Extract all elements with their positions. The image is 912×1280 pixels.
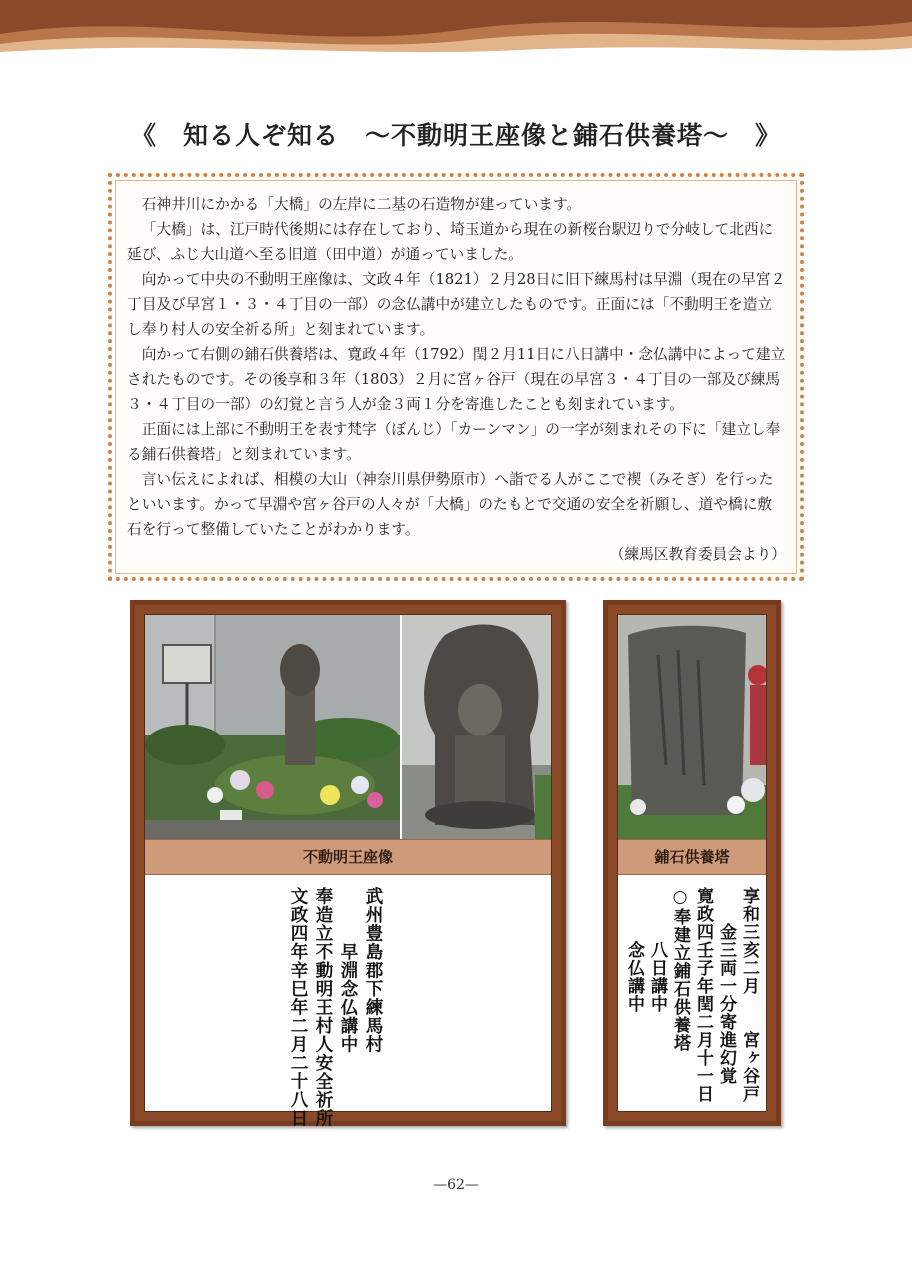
source-credit: （練馬区教育委員会より） [609,546,786,563]
hoseki-kuyoto-photos [618,615,766,839]
hoseki-kuyoto-panel-inner [617,614,767,1112]
paragraph: 向かって右側の鋪石供養塔は、寛政４年（1792）閏２月11日に八日講中・念仏講中によって建立されたものです。その後享和３年（1803）２月に宮ヶ谷戸（現在の早宮３・４丁目の一部及び練馬３・４丁目の一部）の幻覚と言う人が金３両１分を寄進したことも刻まれています。 [127,346,786,413]
hoseki-kuyoto-inscription: 享和三亥二月 宮ヶ谷戸 金三両一分寄進幻覚 寛政四壬子年閏二月十一日 ○奉建立鋪石供養塔 八日講中 念仏講中 [624,887,759,1103]
paragraph: 言い伝えによれば、相模の大山（神奈川県伊勢原市）へ詣でる人がここで禊（みそぎ）を行ったといいます。かって早淵や宮ヶ谷戸の人々が「大橋」のたもとで交通の安全を祈願し、道や橋に敷石を行って整備していたことがわかります。 [127,471,774,538]
hoseki-kuyoto-caption: 鋪石供養塔 [618,839,766,875]
page-title: 《 知る人ぞ知る 〜不動明王座像と鋪石供養塔〜 》 [130,121,781,150]
header-wave-band [0,0,912,58]
fudo-myoo-panel-inner [144,614,552,1128]
fudo-myoo-photos [145,615,551,839]
description-box [108,173,804,581]
paragraph: 石神井川にかかる「大橋」の左岸に二基の石造物が建っています。 [141,196,582,213]
fudo-myoo-caption: 不動明王座像 [145,839,551,875]
page-number: —62— [433,1177,479,1193]
shrine-site-photo [145,615,551,839]
paragraph: 正面には上部に不動明王を表す梵字（ぼんじ）「カーンマン」の一字が刻まれその下に「建立し奉る鋪石供養塔」と刻まれています。 [127,421,781,463]
fudo-myoo-inscription: 武州豊島郡下練馬村 早淵念仏講中 奉造立不動明王村人安全祈所 文政四年辛巳年二月二十八日 [288,887,383,1128]
stone-monument-photo [618,615,766,839]
description-text [127,192,786,567]
paragraph: 向かって中央の不動明王座像は、文政４年（1821）２月28日に旧下練馬村は早淵（現在の早宮２丁目及び早宮１・３・４丁目の一部）の念仏講中が建立したものです。正面には「不動明王を造立し奉り村人の安全祈る所」と刻まれています。 [127,271,786,338]
fudo-myoo-panel [130,600,566,1126]
paragraph: 「大橋」は、江戸時代後期には存在しており、埼玉道から現在の新桜台駅辺りで分岐して北西に延び、ふじ大山道へ至る旧道（田中道）が通っていました。 [127,221,774,263]
hoseki-kuyoto-panel [603,600,781,1126]
